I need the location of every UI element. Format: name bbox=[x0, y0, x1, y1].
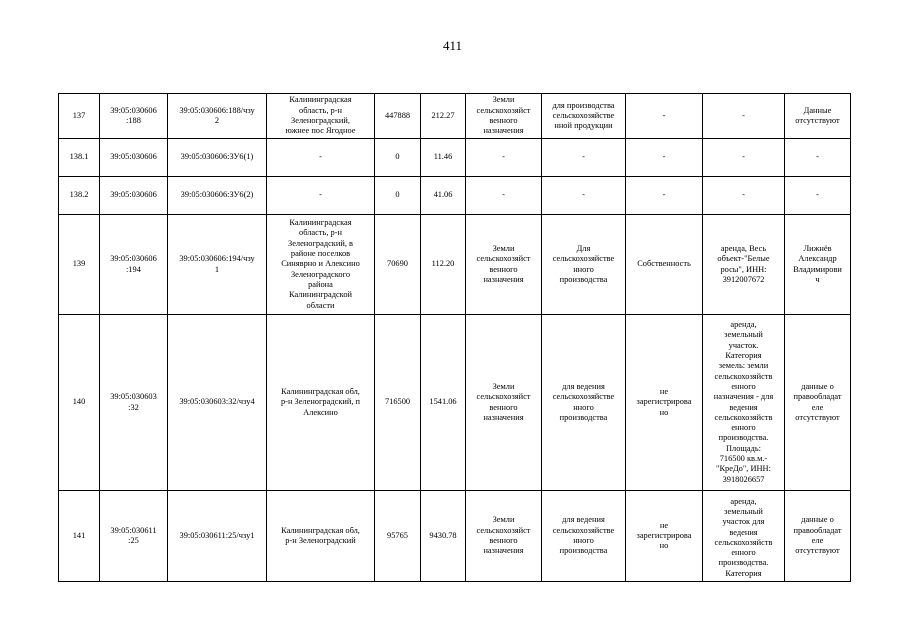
rightholder-cell-text: данные о правообладат еле отсутствуют bbox=[793, 515, 842, 556]
rightholder-cell-text: данные о правообладат еле отсутствуют bbox=[793, 381, 842, 422]
row-number-cell bbox=[59, 139, 100, 177]
area-cell-text: 447888 bbox=[384, 110, 411, 120]
part-number-cell bbox=[168, 94, 267, 139]
cadastral-number-cell-text: 39:05:030611 :25 bbox=[110, 525, 157, 545]
address-cell-text: Калининградская обл, р-н Зеленоградский, п Алексино bbox=[280, 387, 361, 417]
land-category-cell-text: - bbox=[502, 152, 505, 162]
encumbrance-cell-text: аренда, Весь объект-"Белые росы", ИНН: 3912007672 bbox=[717, 243, 770, 284]
land-category-cell bbox=[466, 177, 542, 215]
right-type-cell-text: - bbox=[662, 110, 666, 120]
land-category-cell-text: Земли сельскохозяйст венного назначения bbox=[476, 243, 531, 284]
part-number-cell-text: 39:05:030603:32/чзу4 bbox=[179, 397, 255, 407]
permitted-use-cell bbox=[542, 139, 626, 177]
address-cell bbox=[267, 215, 375, 315]
rightholder-cell-text: - bbox=[816, 190, 819, 200]
part-number-cell-text: 39:05:030611:25/чзу1 bbox=[179, 530, 255, 540]
table-row bbox=[59, 215, 851, 315]
rightholder-cell bbox=[785, 139, 851, 177]
permitted-use-cell bbox=[542, 215, 626, 315]
page-number: 411 bbox=[442, 38, 463, 53]
rightholder-cell bbox=[785, 491, 851, 582]
right-type-cell-text: - bbox=[662, 152, 666, 162]
right-type-cell bbox=[626, 315, 703, 491]
table-row bbox=[59, 139, 851, 177]
permitted-use-cell bbox=[542, 491, 626, 582]
rightholder-cell bbox=[785, 177, 851, 215]
table-row bbox=[59, 491, 851, 582]
row-number-cell-text: 138.1 bbox=[69, 152, 89, 162]
area-cell-text: 716500 bbox=[384, 397, 411, 407]
area-cell bbox=[375, 177, 421, 215]
land-category-cell bbox=[466, 315, 542, 491]
affected-area-cell-text: 1541.06 bbox=[429, 397, 457, 407]
right-type-cell-text: не зарегистрирова но bbox=[636, 520, 692, 551]
land-category-cell-text: Земли сельскохозяйст венного назначения bbox=[476, 515, 531, 556]
part-number-cell-text: 39:05:030606:188/чзу 2 bbox=[179, 105, 255, 125]
area-cell-text: 0 bbox=[395, 152, 400, 162]
permitted-use-cell-text: - bbox=[582, 152, 585, 162]
part-number-cell-text: 39:05:030606:ЗУ6(1) bbox=[180, 152, 254, 162]
area-cell bbox=[375, 215, 421, 315]
right-type-cell-text: не зарегистрирова но bbox=[636, 387, 692, 417]
part-number-cell bbox=[168, 177, 267, 215]
affected-area-cell-text: 9430.78 bbox=[429, 530, 457, 540]
address-cell bbox=[267, 94, 375, 139]
encumbrance-cell bbox=[703, 94, 785, 139]
cadastral-number-cell-text: 39:05:030606 bbox=[110, 190, 157, 200]
rightholder-cell-text: Лижнёв Александр Владимирови ч bbox=[793, 243, 842, 284]
area-cell bbox=[375, 139, 421, 177]
address-cell-text: Калининградская область, р-н Зеленоградский, южнее пос Ягодное bbox=[285, 95, 356, 136]
row-number-cell bbox=[59, 215, 100, 315]
land-category-cell-text: Земли сельскохозяйст венного назначения bbox=[476, 95, 531, 136]
rightholder-cell-text: - bbox=[816, 152, 819, 162]
area-cell-text: 0 bbox=[395, 190, 400, 200]
encumbrance-cell bbox=[703, 315, 785, 491]
area-cell-text: 95765 bbox=[387, 530, 408, 540]
part-number-cell bbox=[168, 315, 267, 491]
cadastral-number-cell bbox=[100, 94, 168, 139]
table-row bbox=[59, 177, 851, 215]
cadastral-number-cell bbox=[100, 177, 168, 215]
part-number-cell-text: 39:05:030606:ЗУ6(2) bbox=[180, 190, 254, 200]
cadastral-number-cell-text: 39:05:030606 :194 bbox=[110, 254, 157, 274]
encumbrance-cell bbox=[703, 215, 785, 315]
area-cell bbox=[375, 315, 421, 491]
right-type-cell-text: Собственность bbox=[637, 259, 691, 269]
address-cell-text: - bbox=[319, 152, 322, 162]
part-number-cell bbox=[168, 215, 267, 315]
part-number-cell bbox=[168, 139, 267, 177]
affected-area-cell bbox=[421, 177, 466, 215]
affected-area-cell-text: 41.06 bbox=[433, 190, 453, 200]
cadastral-number-cell bbox=[100, 215, 168, 315]
land-category-cell bbox=[466, 491, 542, 582]
row-number-cell-text: 141 bbox=[72, 530, 86, 540]
area-cell bbox=[375, 491, 421, 582]
encumbrance-cell-text: аренда, земельный участок для ведения сельскохозяйств енного производства. Категория bbox=[714, 496, 773, 578]
rightholder-cell bbox=[785, 315, 851, 491]
address-cell bbox=[267, 315, 375, 491]
permitted-use-cell-text: для ведения сельскохозяйстве нного производства bbox=[552, 515, 615, 556]
permitted-use-cell bbox=[542, 94, 626, 139]
encumbrance-cell bbox=[703, 177, 785, 215]
part-number-cell bbox=[168, 491, 267, 582]
table-row bbox=[59, 315, 851, 491]
encumbrance-cell-text: - bbox=[742, 190, 745, 200]
land-register-table bbox=[58, 93, 851, 582]
encumbrance-cell bbox=[703, 139, 785, 177]
rightholder-cell bbox=[785, 215, 851, 315]
row-number-cell-text: 139 bbox=[72, 259, 86, 269]
address-cell-text: - bbox=[319, 190, 322, 200]
area-cell bbox=[375, 94, 421, 139]
right-type-cell bbox=[626, 491, 703, 582]
affected-area-cell-text: 112.20 bbox=[431, 259, 455, 269]
permitted-use-cell-text: для производства сельскохозяйстве нной продукции bbox=[552, 100, 615, 131]
encumbrance-cell-text: - bbox=[742, 152, 745, 162]
part-number-cell-text: 39:05:030606:194/чзу 1 bbox=[179, 254, 255, 274]
permitted-use-cell bbox=[542, 177, 626, 215]
affected-area-cell-text: 212.27 bbox=[431, 110, 455, 120]
encumbrance-cell bbox=[703, 491, 785, 582]
cadastral-number-cell bbox=[100, 139, 168, 177]
row-number-cell-text: 137 bbox=[72, 110, 86, 120]
right-type-cell bbox=[626, 94, 703, 139]
row-number-cell bbox=[59, 177, 100, 215]
right-type-cell bbox=[626, 139, 703, 177]
permitted-use-cell-text: - bbox=[582, 190, 585, 200]
affected-area-cell bbox=[421, 215, 466, 315]
right-type-cell bbox=[626, 177, 703, 215]
address-cell bbox=[267, 491, 375, 582]
row-number-cell bbox=[59, 315, 100, 491]
cadastral-number-cell-text: 39:05:030606 bbox=[110, 152, 157, 162]
permitted-use-cell-text: для ведения сельскохозяйстве нного производства bbox=[552, 381, 615, 422]
land-category-cell bbox=[466, 94, 542, 139]
affected-area-cell-text: 11.46 bbox=[433, 152, 453, 162]
affected-area-cell bbox=[421, 139, 466, 177]
address-cell-text: Калининградская область, р-н Зеленоградский, в районе поселков Синяврно и Алексино Зеленоградского района Калининградской области bbox=[281, 218, 360, 310]
cadastral-number-cell-text: 39:05:030603 :32 bbox=[110, 392, 157, 412]
cadastral-number-cell-text: 39:05:030606 :188 bbox=[110, 105, 157, 125]
affected-area-cell bbox=[421, 491, 466, 582]
permitted-use-cell bbox=[542, 315, 626, 491]
right-type-cell bbox=[626, 215, 703, 315]
land-category-cell-text: - bbox=[502, 190, 505, 200]
encumbrance-cell-text: аренда, земельный участок. Категория земель: земли сельскохозяйств енного назначения - для ведения сельскохозяйств енного производства. Площадь: 716500 кв.м.- "КреДо", ИНН: 3918026657 bbox=[713, 320, 774, 484]
cadastral-number-cell bbox=[100, 315, 168, 491]
area-cell-text: 70690 bbox=[387, 259, 408, 269]
rightholder-cell bbox=[785, 94, 851, 139]
encumbrance-cell-text: - bbox=[742, 110, 745, 120]
affected-area-cell bbox=[421, 315, 466, 491]
row-number-cell bbox=[59, 491, 100, 582]
address-cell bbox=[267, 139, 375, 177]
land-category-cell bbox=[466, 139, 542, 177]
affected-area-cell bbox=[421, 94, 466, 139]
address-cell-text: Калининградская обл, р-н Зеленоградский bbox=[281, 525, 360, 545]
permitted-use-cell-text: Для сельскохозяйстве нного производства bbox=[552, 243, 615, 284]
rightholder-cell-text: Данные отсутствуют bbox=[795, 105, 840, 125]
land-category-cell-text: Земли сельскохозяйст венного назначения bbox=[476, 381, 531, 422]
cadastral-number-cell bbox=[100, 491, 168, 582]
row-number-cell bbox=[59, 94, 100, 139]
table-row bbox=[59, 94, 851, 139]
land-category-cell bbox=[466, 215, 542, 315]
row-number-cell-text: 140 bbox=[72, 397, 86, 407]
right-type-cell-text: - bbox=[662, 190, 666, 200]
address-cell bbox=[267, 177, 375, 215]
row-number-cell-text: 138.2 bbox=[69, 190, 89, 200]
